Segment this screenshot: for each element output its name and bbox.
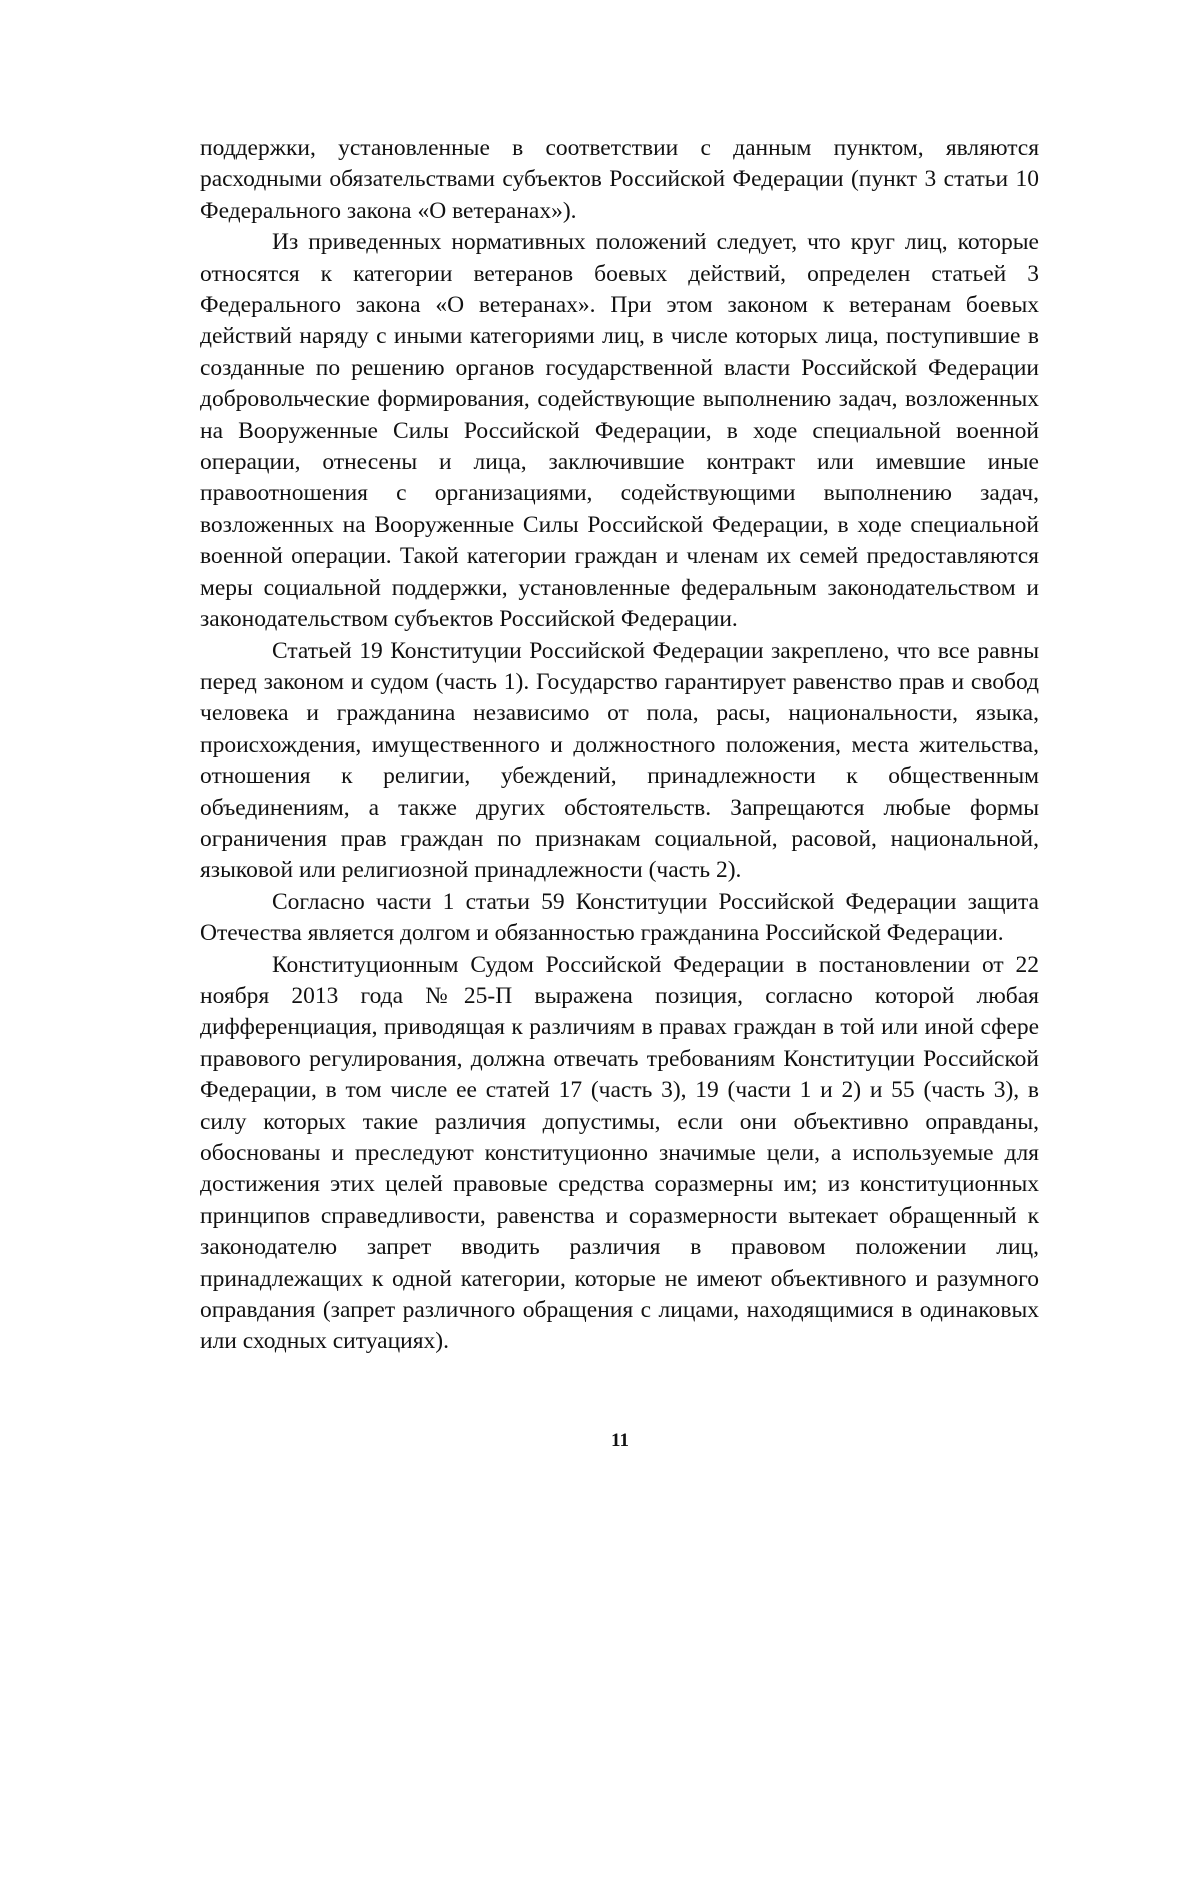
page-number: 11 xyxy=(611,1430,629,1451)
paragraph-veterans-scope: Из приведенных нормативных положений следует, что круг лиц, которые относятся к категории ветеранов боевых действий, определен статьей 3 Федерального закона «О ветеранах». При этом законом к ветеранам боевых действий наряду с иными категориями лиц, в числе которых лица, поступившие в созданные по решению органов государственной власти Российской Федерации добровольческие формирования, содействующие выполнению задач, возложенных на Вооруженные Силы Российской Федерации, в ходе специальной военной операции, отнесены и лица, заключившие контракт или имевшие иные правоотношения с организациями, содействующими выполнению задач, возложенных на Вооруженные Силы Российской Федерации, в ходе специальной военной операции. Такой категории граждан и членам их семей предоставляются меры социальной поддержки, установленные федеральным законодательством и законодательством субъектов Российской Федерации. xyxy=(200,229,1039,633)
paragraph-article-59: Согласно части 1 статьи 59 Конституции Российской Федерации защита Отечества является долгом и обязанностью гражданина Российской Федерации. xyxy=(200,888,1039,947)
paragraph-article-19: Статьей 19 Конституции Российской Федерации закреплено, что все равны перед законом и судом (часть 1). Государство гарантирует равенство прав и свобод человека и гражданина независимо от пола, расы, национальности, языка, происхождения, имущественного и должностного положения, места жительства, отношения к религии, убеждений, принадлежности к общественным объединениям, а также других обстоятельств. Запрещаются любые формы ограничения прав граждан по признакам социальной, расовой, национальной, языковой или религиозной принадлежности (часть 2). xyxy=(200,637,1039,884)
paragraph-continuation: поддержки, установленные в соответствии с данным пунктом, являются расходными обязательствами субъектов Российской Федерации (пункт 3 статьи 10 Федерального закона «О ветеранах»). xyxy=(200,135,1039,224)
paragraph-constitutional-court: Конституционным Судом Российской Федерации в постановлении от 22 ноября 2013 года №25-П выражена позиция, согласно которой любая дифференциация, приводящая к различиям в правах граждан в той или иной сфере правового регулирования, должна отвечать требованиям Конституции Российской Федерации, в том числе ее статей 17 (часть 3), 19 (части 1 и 2) и 55 (часть 3), в силу которых такие различия допустимы, если они объективно оправданы, обоснованы и преследуют конституционно значимые цели, а используемые для достижения этих целей правовые средства соразмерны им; из конституционных принципов справедливости, равенства и соразмерности вытекает обращенный к законодателю запрет вводить различия в правовом положении лиц, принадлежащих к одной категории, которые не имеют объективного и разумного оправдания (запрет различного обращения с лицами, находящимися в одинаковых или сходных ситуациях). xyxy=(200,951,1039,1355)
document-body xyxy=(200,133,1039,1358)
